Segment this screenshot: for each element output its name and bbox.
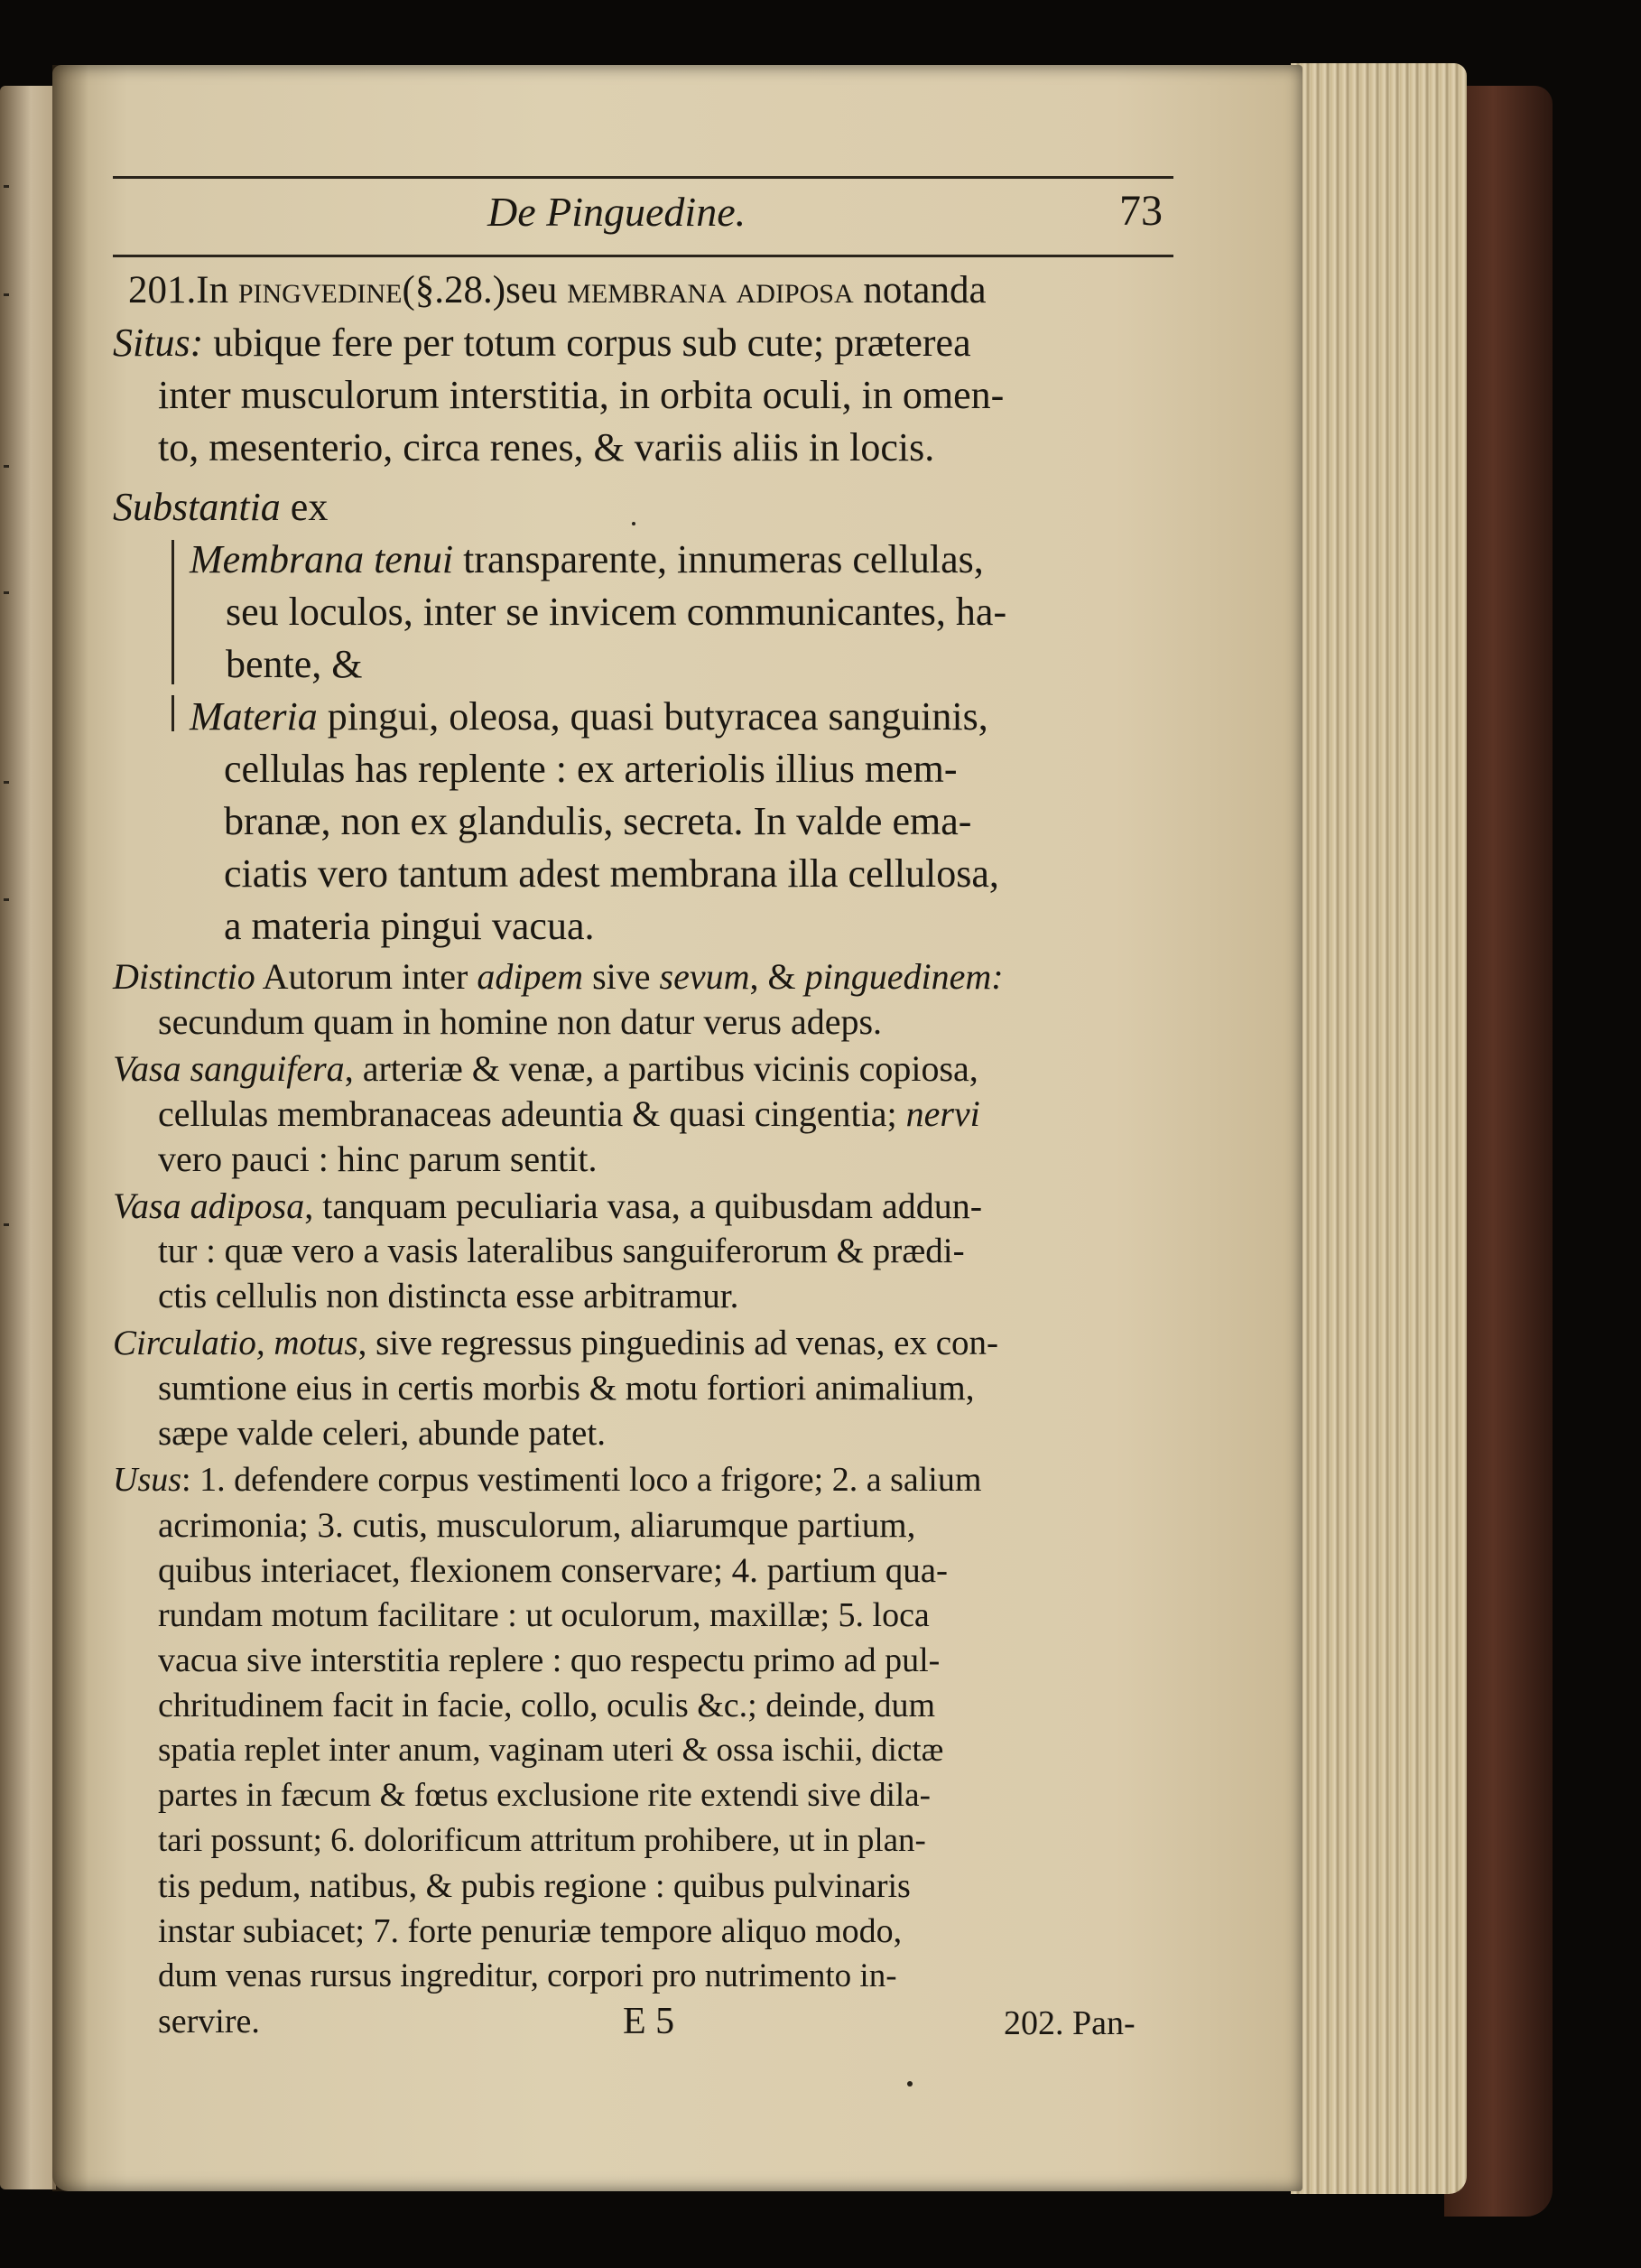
text-span: sive	[583, 956, 660, 997]
text-line	[113, 1185, 983, 1226]
text-span: transparente, innumeras cellulas,	[453, 537, 984, 581]
text-span: Vasa sanguifera	[113, 1048, 345, 1089]
text-span: Situs:	[113, 321, 204, 365]
text-span: membrana adiposa	[567, 269, 854, 311]
header-rule-top	[113, 176, 1173, 179]
text-span: pingui, oleosa, quasi butyracea sanguinis,	[317, 694, 988, 739]
text-span: notanda	[853, 269, 987, 311]
text-line	[113, 323, 971, 363]
text-line: tis pedum, natibus, & pubis regione : quibus pulvinaris	[158, 1867, 911, 1905]
text-line: rundam motum facilitare : ut oculorum, maxillæ; 5. loca	[158, 1596, 930, 1634]
brace-upper	[172, 540, 174, 684]
text-span: nervi	[905, 1093, 980, 1134]
text-span: pingvedine	[237, 269, 403, 311]
text-line: partes in fæcum & fœtus exclusione rite extendi sive dila-	[158, 1777, 931, 1814]
text-line: sæpe valde celeri, abunde patet.	[158, 1414, 606, 1453]
text-span: , arteriæ & venæ, a partibus vicinis copiosa,	[344, 1048, 978, 1089]
text-span: Substantia	[113, 485, 281, 529]
brace-lower	[172, 695, 174, 731]
text-span: Materia	[190, 694, 318, 739]
text-line	[113, 1048, 978, 1089]
text-line	[113, 956, 1004, 997]
text-line: to, mesenterio, circa renes, & variis aliis in locis.	[158, 425, 935, 469]
running-title: De Pinguedine.	[487, 189, 746, 235]
text-line: spatia replet inter anum, vaginam uteri & ossa ischii, dictæ	[158, 1732, 944, 1769]
text-line: sumtione eius in certis morbis & motu fortiori animalium,	[158, 1369, 975, 1408]
text-line: dum venas rursus ingreditur, corpori pro nutrimento in-	[158, 1957, 897, 1994]
text-span: sevum	[659, 956, 750, 997]
header-rule-bottom	[113, 255, 1173, 257]
text-span: cellulas membranaceas adeuntia & quasi cingentia;	[158, 1093, 906, 1134]
text-span: ex	[280, 485, 329, 529]
text-line	[113, 485, 329, 529]
catchword: 202. Pan-	[1004, 2004, 1136, 2042]
text-line: ciatis vero tantum adest membrana illa cellulosa,	[224, 851, 999, 896]
signature-mark: E 5	[623, 2001, 675, 2042]
text-span: Circulatio, motus	[113, 1324, 358, 1362]
ink-speck	[632, 522, 635, 525]
text-span: ubique fere per totum corpus sub cute; præterea	[203, 321, 971, 365]
text-line	[158, 1093, 980, 1134]
text-span: Membrana tenui	[190, 537, 454, 581]
text-span: pinguedinem:	[804, 956, 1004, 997]
section-number: 201.	[128, 269, 197, 311]
text-span: (§.28.)seu	[402, 269, 568, 311]
text-line	[128, 271, 987, 310]
text-span: Distinctio	[113, 956, 255, 997]
text-span: Vasa adiposa	[113, 1185, 305, 1226]
text-line: cellulas has replente : ex arteriolis illius mem-	[224, 747, 958, 791]
text-line	[190, 537, 984, 581]
text-line: acrimonia; 3. cutis, musculorum, aliarumque partium,	[158, 1506, 916, 1545]
text-line: ctis cellulis non distincta esse arbitramur.	[158, 1277, 739, 1315]
text-line: tur : quæ vero a vasis lateralibus sanguiferorum & prædi-	[158, 1232, 965, 1270]
text-line: vacua sive interstitia replere : quo respectu primo ad pul-	[158, 1641, 941, 1679]
text-line: inter musculorum interstitia, in orbita oculi, in omen-	[158, 373, 1005, 417]
text-line: chritudinem facit in facie, collo, oculis &c.; deinde, dum	[158, 1687, 936, 1724]
text-line: bente, &	[226, 642, 363, 686]
text-line	[190, 694, 988, 739]
text-line: servire.	[158, 2003, 260, 2040]
text-span: : 1. defendere corpus vestimenti loco a frigore; 2. a salium	[181, 1461, 982, 1499]
text-line: seu loculos, inter se invicem communicantes, ha-	[226, 590, 1007, 634]
text-line: quibus interiacet, flexionem conservare; 4. partium qua-	[158, 1551, 949, 1590]
text-line: branæ, non ex glandulis, secreta. In valde ema-	[224, 799, 972, 843]
text-span: , &	[749, 956, 805, 997]
text-line	[113, 1463, 981, 1497]
text-span: adipem	[477, 956, 584, 997]
text-line: instar subiacet; 7. forte penuriæ tempore aliquo modo,	[158, 1912, 903, 1950]
text-span: , tanquam peculiaria vasa, a quibusdam addun-	[304, 1185, 983, 1226]
text-line: secundum quam in homine non datur verus adeps.	[158, 1001, 883, 1042]
text-span: Usus	[113, 1461, 182, 1499]
text-span: , sive regressus pinguedinis ad venas, ex con-	[357, 1324, 998, 1362]
text-line	[113, 1325, 998, 1361]
page-number: 73	[1119, 187, 1163, 235]
text-line: tari possunt; 6. dolorificum attritum prohibere, ut in plan-	[158, 1822, 926, 1859]
text-span: In	[196, 269, 238, 311]
text-line: a materia pingui vacua.	[224, 904, 595, 948]
text-span: Autorum inter	[255, 956, 477, 997]
text-line: vero pauci : hinc parum sentit.	[158, 1139, 598, 1179]
ink-speck	[907, 2081, 913, 2087]
